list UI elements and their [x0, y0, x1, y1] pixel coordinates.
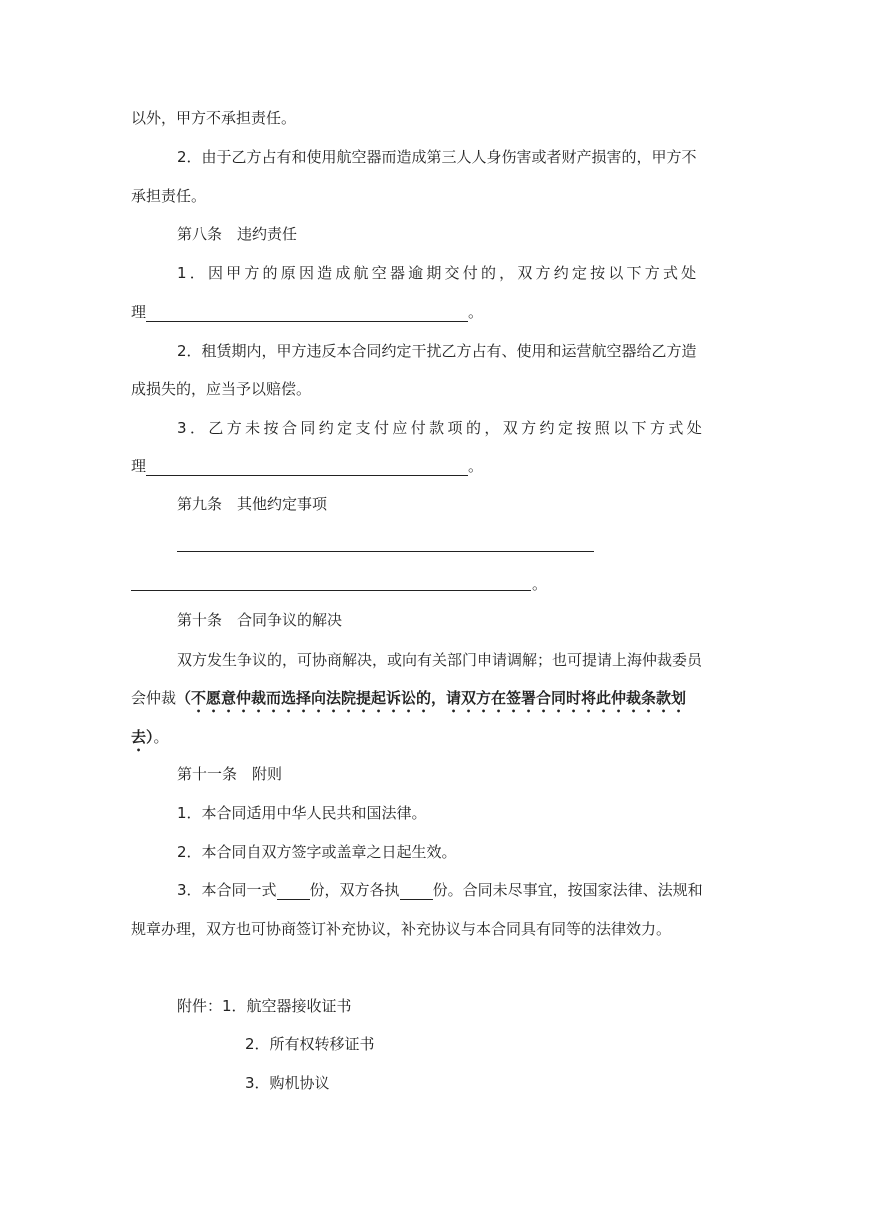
paragraph-line: 以外，甲方不承担责任。 — [131, 109, 297, 127]
paragraph-line: 3．乙方未按合同约定支付应付款项的，双方约定按照以下方式处 — [177, 419, 706, 437]
emphasized-text: （不愿意仲裁而选择向法院提起诉讼的，请双方在签署合同时将此仲裁条款划 — [176, 689, 687, 707]
paragraph-line: 2．租赁期内，甲方违反本合同约定干扰乙方占有、使用和运营航空器给乙方造 — [177, 342, 697, 360]
text: 3．本合同一式 — [177, 881, 277, 899]
article-10-heading: 第十条 合同争议的解决 — [177, 611, 343, 629]
attachment-label: 附件：1．航空器接收证书 — [177, 997, 352, 1015]
paragraph-line — [177, 880, 703, 900]
paragraph-line: 2．由于乙方占有和使用航空器而造成第三人人身伤害或者财产损害的，甲方不 — [177, 148, 697, 166]
paragraph-line — [177, 263, 737, 283]
blank-line[interactable] — [177, 551, 594, 552]
article-9-heading: 第九条 其他约定事项 — [177, 495, 328, 513]
text: 理 — [131, 457, 147, 475]
attachment-item: 3．购机协议 — [245, 1074, 330, 1092]
text: 理 — [131, 303, 147, 321]
article-11-heading: 第十一条 附则 — [177, 765, 283, 783]
text: 。 — [468, 303, 484, 321]
paragraph-line: 1．本合同适用中华人民共和国法律。 — [177, 804, 427, 822]
blank-field[interactable] — [146, 304, 468, 322]
article-8-heading: 第八条 违约责任 — [177, 225, 298, 243]
blank-field[interactable] — [400, 882, 433, 900]
text: 。 — [532, 575, 548, 593]
paragraph-line: 规章办理，双方也可协商签订补充协议，补充协议与本合同具有同等的法律效力。 — [131, 920, 672, 938]
justified-text: 1．因甲方的原因造成航空器逾期交付的，双方约定按以下方式处 — [177, 264, 700, 282]
text: 会仲裁 — [131, 689, 177, 707]
text: 。 — [468, 457, 484, 475]
text: 份，双方各执 — [309, 881, 400, 899]
emphasized-text: 去） — [131, 728, 154, 746]
paragraph-line: 成损失的，应当予以赔偿。 — [131, 380, 312, 398]
paragraph-line: 双方发生争议的，可协商解决，或向有关部门申请调解；也可提请上海仲裁委员 — [177, 651, 703, 669]
paragraph-line — [131, 727, 169, 755]
paragraph-line — [131, 456, 483, 476]
text: 份。合同未尽事宜，按国家法律、法规和 — [432, 881, 703, 899]
paragraph-line: 承担责任。 — [131, 187, 207, 205]
paragraph-line — [131, 688, 686, 716]
paragraph-line: 2．本合同自双方签字或盖章之日起生效。 — [177, 843, 457, 861]
blank-field[interactable] — [146, 458, 468, 476]
blank-field[interactable] — [277, 882, 310, 900]
blank-line[interactable] — [131, 590, 531, 591]
text: 。 — [153, 728, 169, 746]
paragraph-line — [131, 302, 483, 322]
attachment-item: 2．所有权转移证书 — [245, 1035, 375, 1053]
